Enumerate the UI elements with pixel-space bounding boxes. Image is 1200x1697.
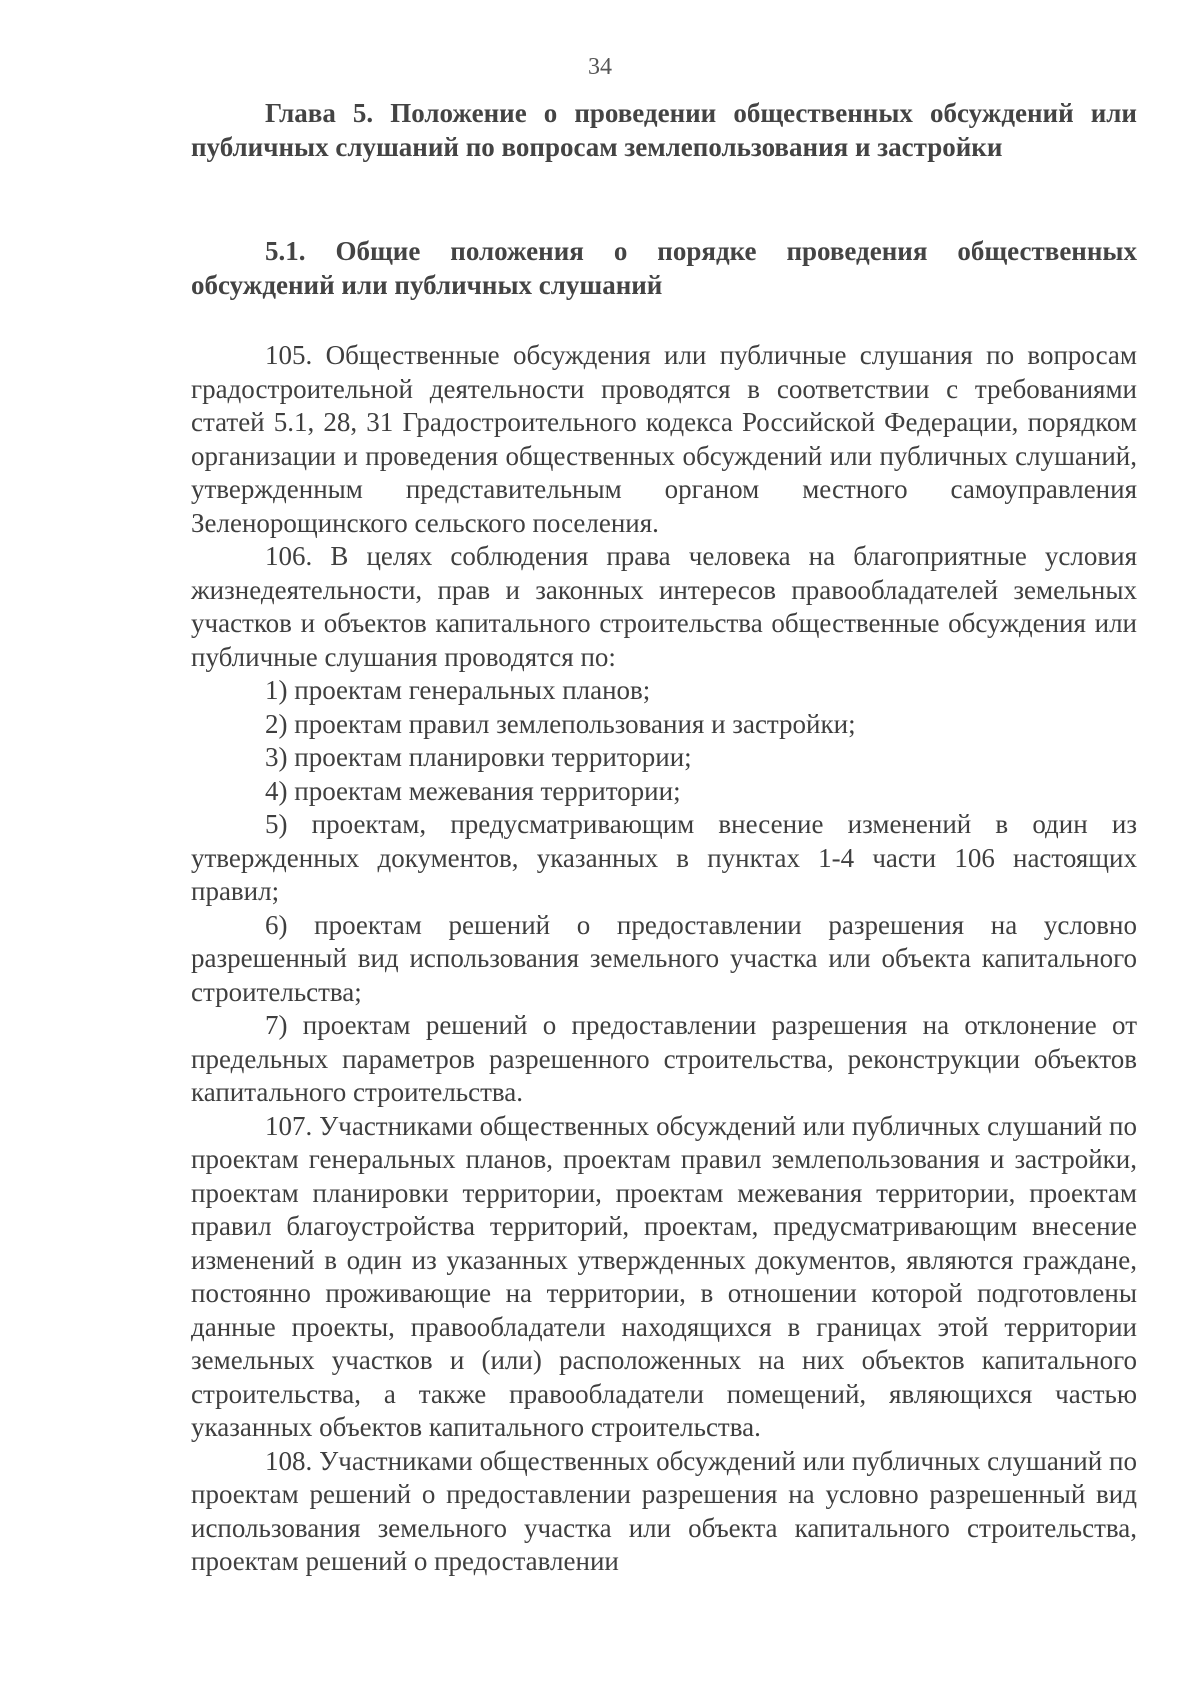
section-title: 5.1. Общие положения о порядке проведения общественных обсуждений или публичных слушаний xyxy=(191,236,1137,300)
paragraph-108: 108. Участниками общественных обсуждений или публичных слушаний по проектам решений о предоставлении разрешения на условно разрешенный вид использования земельного участка или объекта капитального строительства, проектам решений о предоставлении xyxy=(191,1445,1137,1576)
list-item-6: 6) проектам решений о предоставлении разрешения на условно разрешенный вид использования земельного участка или объекта капитального строительства; xyxy=(191,909,1137,1007)
list-item-3: 3) проектам планировки территории; xyxy=(265,742,692,772)
list-item-2: 2) проектам правил землепользования и застройки; xyxy=(265,708,856,739)
paragraph-107: 107. Участниками общественных обсуждений или публичных слушаний по проектам генеральных планов, проектам правил землепользования и застройки, проектам планировки территории, проектам межевания территории, проектам правил благоустройства территорий, проектам, предусматривающим внесение изменений в один из указанных утвержденных документов, являются граждане, постоянно проживающие на территории, в отношении которой подготовлены данные проекты, правообладатели находящихся в границах этой территории земельных участков и (или) расположенных на них объектов капитального строительства, а также правообладатели помещений, являющихся частью указанных объектов капитального строительства. xyxy=(191,1110,1137,1442)
list-item-7: 7) проектам решений о предоставлении разрешения на отклонение от предельных параметров разрешенного строительства, реконструкции объектов капитального строительства. xyxy=(191,1010,1137,1107)
list-item-1: 1) проектам генеральных планов; xyxy=(265,675,651,705)
paragraph-105: 105. Общественные обсуждения или публичные слушания по вопросам градостроительной деятельности проводятся в соответствии с требованиями статей 5.1, 28, 31 Градостроительного кодекса Российской Федерации, порядком организации и проведения общественных обсуждений или публичных слушаний, утвержденным представительным органом местного самоуправления Зеленорощинского сельского поселения. xyxy=(191,340,1137,538)
paragraph-106: 106. В целях соблюдения права человека на благоприятные условия жизнедеятельности, прав и законных интересов правообладателей земельных участков и объектов капитального строительства общественные обсуждения или публичные слушания проводятся по: xyxy=(191,541,1137,672)
page-number: 34 xyxy=(588,54,612,80)
document-content xyxy=(191,96,1137,1579)
chapter-title: Глава 5. Положение о проведении общественных обсуждений или публичных слушаний по вопросам землепользования и застройки xyxy=(191,98,1137,162)
list-item-5: 5) проектам, предусматривающим внесение изменений в один из утвержденных документов, указанных в пунктах 1-4 части 106 настоящих правил; xyxy=(191,809,1137,906)
list-item-4: 4) проектам межевания территории; xyxy=(265,775,681,806)
body-text xyxy=(191,339,1137,1579)
